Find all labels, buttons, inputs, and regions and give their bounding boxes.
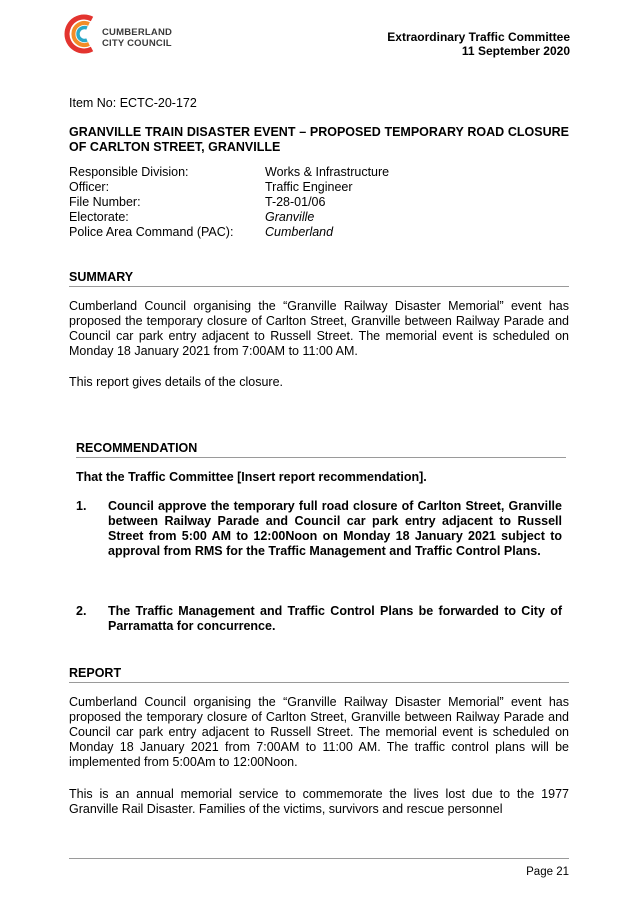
- recommendation-item: [76, 499, 562, 559]
- logo-mark-icon: [62, 13, 100, 55]
- meta-row: [69, 180, 389, 195]
- header-info: [387, 30, 570, 58]
- recommendation-item: [76, 604, 562, 634]
- summary-paragraph: This report gives details of the closure.: [69, 375, 283, 389]
- report-paragraph: This is an annual memorial service to commemorate the lives lost due to the 1977 Granville Rail Disaster. Families of the victims, survivors and rescue personnel: [69, 787, 569, 816]
- meta-row: [69, 195, 389, 210]
- meta-value: Cumberland: [265, 225, 334, 239]
- footer-divider: [69, 858, 569, 859]
- meta-label: Electorate:: [69, 210, 129, 224]
- council-logo: [62, 13, 182, 63]
- meta-label: Responsible Division:: [69, 165, 189, 179]
- recommendation-heading: RECOMMENDATION: [76, 441, 198, 455]
- recommendation-intro: That the Traffic Committee [Insert report recommendation].: [76, 470, 427, 484]
- logo-line1: CUMBERLAND: [102, 27, 173, 38]
- page-number: Page 21: [526, 866, 569, 878]
- summary-divider: [69, 286, 569, 287]
- committee-name: Extraordinary Traffic Committee: [387, 30, 570, 44]
- meta-value: Granville: [265, 210, 315, 224]
- meta-label: Police Area Command (PAC):: [69, 225, 234, 239]
- meta-value: Works & Infrastructure: [265, 165, 390, 179]
- meta-label: Officer:: [69, 180, 110, 194]
- logo-text: [102, 27, 172, 49]
- report-divider: [69, 682, 569, 683]
- meta-value: T-28-01/06: [265, 195, 326, 209]
- report-title: GRANVILLE TRAIN DISASTER EVENT – PROPOSED TEMPORARY ROAD CLOSURE OF CARLTON STREET, GRANVILLE: [69, 125, 569, 154]
- report-metadata: [69, 165, 389, 240]
- meta-label: File Number:: [69, 195, 141, 209]
- report-paragraph: Cumberland Council organising the “Granville Railway Disaster Memorial” event has proposed the temporary closure of Carlton Street, Granville between Railway Parade and Council car park entry adjacent to Russell Street. The memorial event is scheduled on Monday 18 January 2021 from 7:00AM to 11:00 AM. The traffic control plans will be implemented from 5:00Am to 12:00Noon.: [69, 695, 569, 769]
- meta-value: Traffic Engineer: [265, 180, 353, 194]
- recommendation-divider: [76, 457, 566, 458]
- recommendation-number: 2.: [76, 604, 87, 618]
- meta-row: [69, 210, 389, 225]
- recommendation-number: 1.: [76, 499, 87, 513]
- meeting-date: 11 September 2020: [461, 44, 570, 58]
- summary-heading: SUMMARY: [69, 270, 134, 284]
- recommendation-text: Council approve the temporary full road closure of Carlton Street, Granville between Railway Parade and Council car park entry adjacent to Russell Street from 5:00 AM to 12:00Noon on Monday 18 January 2021 subject to approval from RMS for the Traffic Management and Traffic Control Plans.: [108, 499, 562, 558]
- logo-line2: CITY COUNCIL: [102, 38, 172, 49]
- report-heading: REPORT: [69, 666, 122, 680]
- meta-row: [69, 165, 389, 180]
- summary-paragraph: Cumberland Council organising the “Granville Railway Disaster Memorial” event has proposed the temporary closure of Carlton Street, Granville between Railway Parade and Council car park entry adjacent to Russell Street. The memorial event is scheduled on Monday 18 January 2021 from 7:00AM to 11:00 AM.: [69, 299, 569, 358]
- recommendation-text: The Traffic Management and Traffic Control Plans be forwarded to City of Parramatta for concurrence.: [108, 604, 562, 633]
- item-number: Item No: ECTC-20-172: [69, 96, 197, 110]
- meta-row: [69, 225, 389, 240]
